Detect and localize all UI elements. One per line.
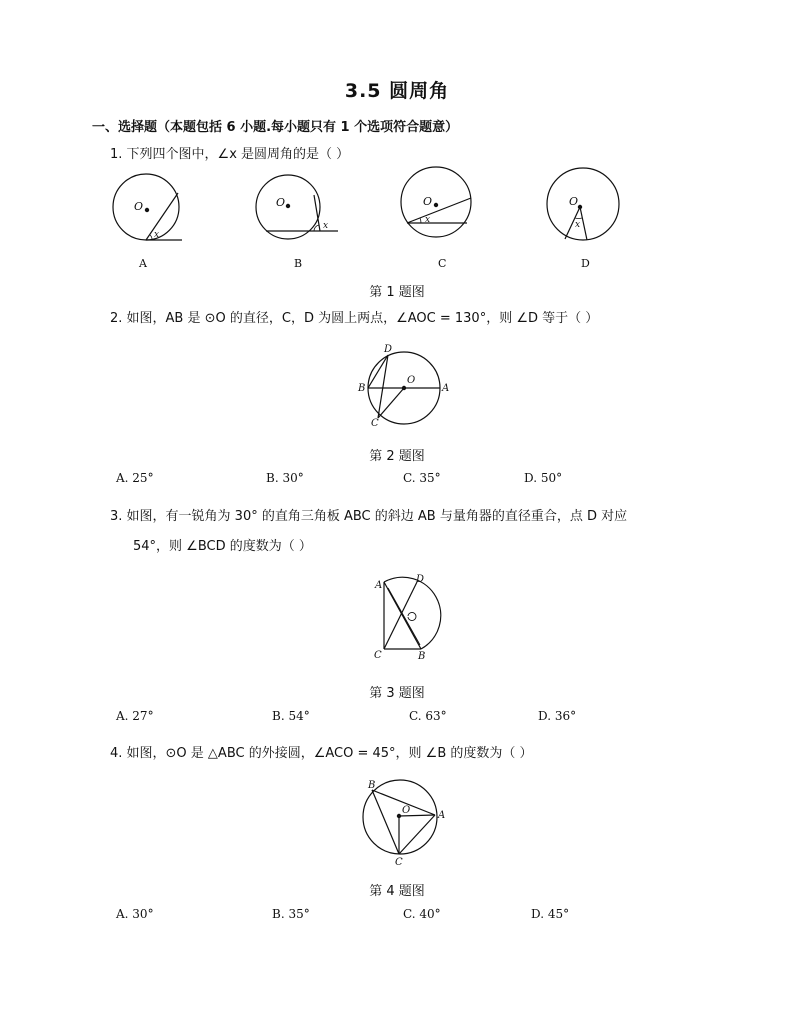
q1-figure-d [540,165,630,245]
q2-figure [355,342,455,432]
q2-c-label: C [371,418,379,429]
q1-label-d: D [581,257,590,270]
q2-caption: 第 2 题图 [369,449,425,464]
q3-option-b[interactable]: B. 54° [272,709,310,723]
q4-figure [355,775,455,868]
q4-c-label: C [395,857,403,868]
q1b-x-label: x [323,221,329,231]
q4-o-label: O [402,805,411,816]
q1c-x-label: x [425,215,431,225]
q3-figure [365,570,455,665]
q2-a-label: A [442,383,450,394]
q4-option-d[interactable]: D. 45° [531,907,570,921]
q4-stem: 4. 如图，⊙O 是 △ABC 的外接圆，∠ACO = 45°，则 ∠B 的度数为（ ） [110,746,533,761]
q4-option-c[interactable]: C. 40° [403,907,441,921]
q1b-o-label: O [276,196,286,209]
q2-option-c[interactable]: C. 35° [403,471,441,485]
q2-stem: 2. 如图，AB 是 ⊙O 的直径，C，D 为圆上两点，∠AOC = 130°，则 ∠D 等于（ ） [110,311,599,326]
q1-label-b: B [294,257,303,270]
q1a-x-label: x [154,230,160,240]
q1c-o-label: O [423,195,433,208]
q1-figure-c [395,165,485,245]
q1-caption: 第 1 题图 [369,285,425,300]
q3-caption: 第 3 题图 [369,686,425,701]
q4-option-a[interactable]: A. 30° [116,907,154,921]
q2-d-label: D [384,344,393,355]
q1d-o-label: O [569,195,579,208]
q2-option-b[interactable]: B. 30° [266,471,304,485]
q3-stem-line2: 54°，则 ∠BCD 的度数为（ ） [133,539,312,554]
q1d-x-label: x [575,220,581,230]
q3-option-c[interactable]: C. 63° [409,709,447,723]
q2-option-a[interactable]: A. 25° [116,471,154,485]
q2-o-label: O [407,375,416,386]
q1-label-c: C [438,257,447,270]
q1a-o-label: O [134,200,144,213]
q3-stem-line1: 3. 如图，有一锐角为 30° 的直角三角板 ABC 的斜边 AB 与量角器的直径重合，点 D 对应 [110,509,628,524]
q1-label-a: A [139,257,147,270]
q2-option-d[interactable]: D. 50° [524,471,563,485]
q4-caption: 第 4 题图 [369,884,425,899]
q3-a-label: A [375,580,383,591]
q3-option-a[interactable]: A. 27° [116,709,154,723]
q1-figure-b [250,170,340,250]
q3-c-label: C [374,650,382,661]
section-heading: 一、选择题（本题包括 6 小题.每小题只有 1 个选项符合题意） [92,120,459,135]
q3-d-label: D [416,574,425,585]
q3-b-label: B [418,651,426,662]
q3-option-d[interactable]: D. 36° [538,709,577,723]
q4-a-label: A [438,810,446,821]
q4-option-b[interactable]: B. 35° [272,907,310,921]
q1-figure-a [100,170,190,250]
q2-b-label: B [358,383,366,394]
page-title: 3.5 圆周角 [344,80,450,102]
q1-stem: 1. 下列四个图中，∠x 是圆周角的是（ ） [110,147,350,162]
q4-b-label: B [368,780,376,791]
